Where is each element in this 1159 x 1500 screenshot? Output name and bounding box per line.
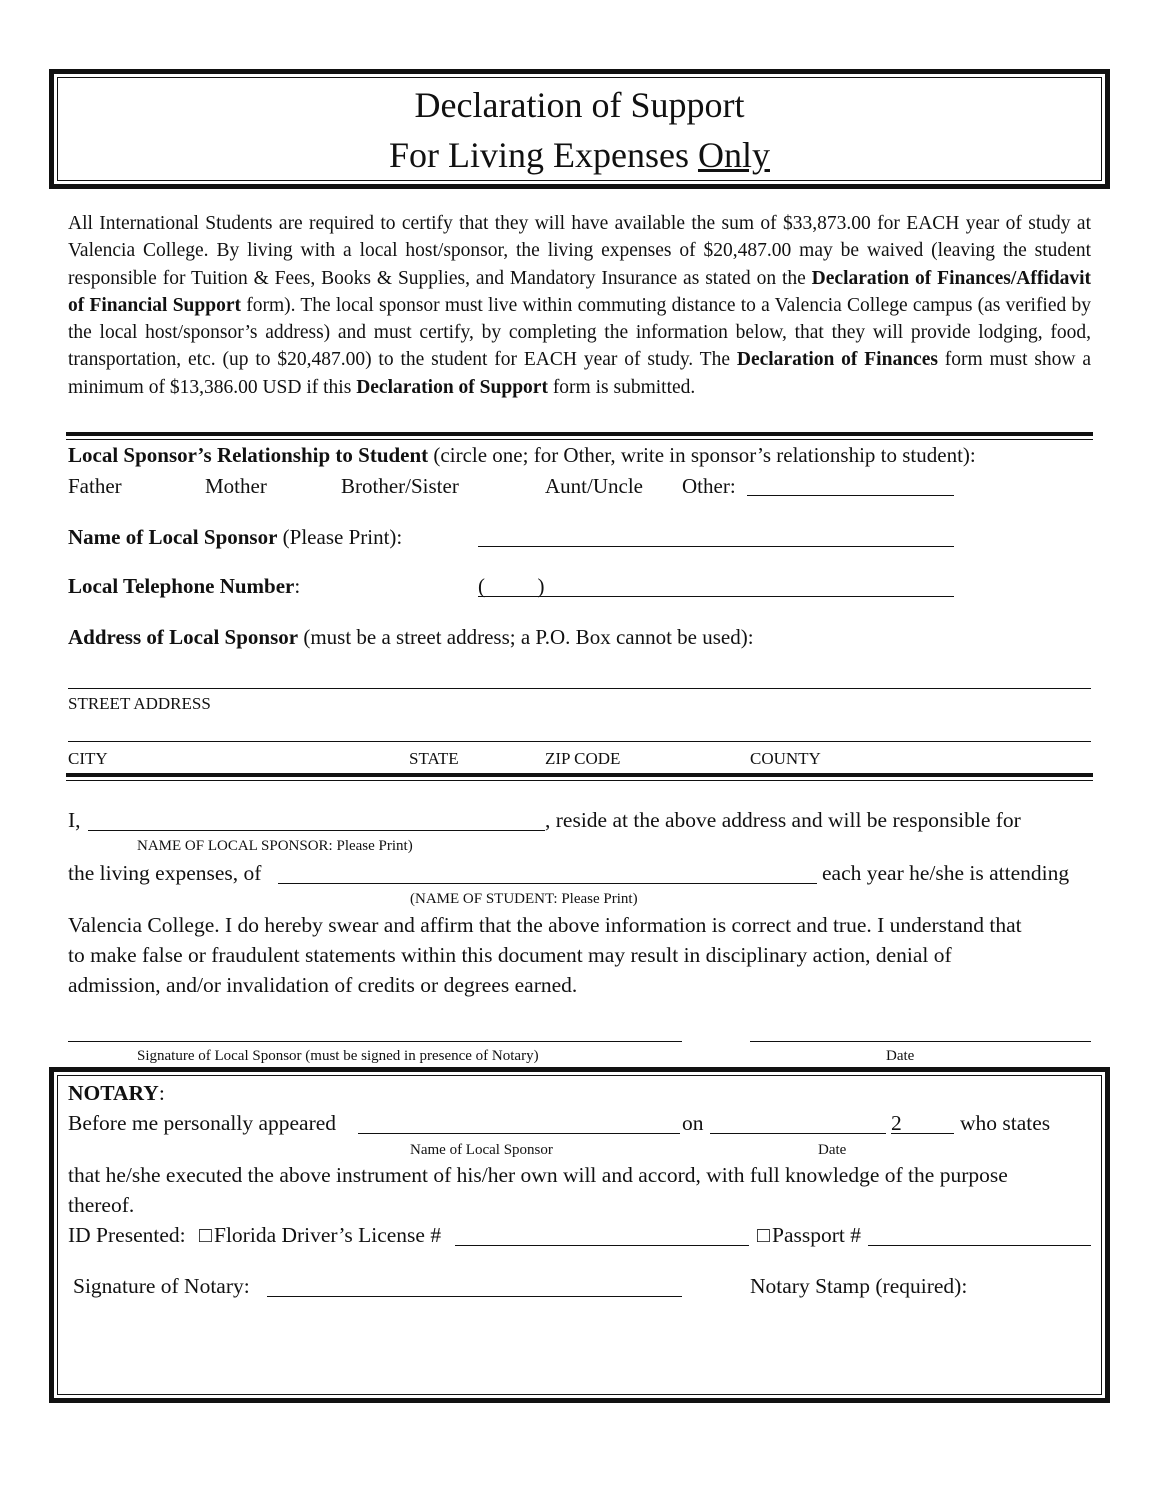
sponsor-signature-caption: Signature of Local Sponsor (must be signed in presence of Notary) (137, 1048, 539, 1064)
intro-bold-3: Declaration of Support (356, 376, 548, 398)
zip-code-caption: ZIP CODE (545, 749, 621, 768)
affirmation-living-text: the living expenses, of (68, 861, 262, 885)
section-divider-thin (66, 439, 1093, 440)
title-box (49, 69, 1110, 189)
phone-area-code-field[interactable]: ( ) (478, 574, 545, 598)
notary-on-text: on (682, 1111, 704, 1135)
subtitle-prefix: For Living Expenses (389, 135, 698, 175)
affirmation-student-name-field[interactable] (278, 883, 817, 884)
intro-text-4: form is submitted. (547, 376, 696, 398)
page-title: Declaration of Support (414, 85, 745, 125)
notary-sponsor-name-field[interactable] (358, 1133, 680, 1134)
affirmation-sponsor-name-field[interactable] (88, 830, 545, 831)
notary-year-prefix: 2 (891, 1111, 902, 1135)
notary-line-2: that he/she executed the above instrument of his/her own will and accord, with full knowledge of the purpose (68, 1163, 1008, 1187)
affirmation-line-4: to make false or fraudulent statements within this document may result in disciplinary action, denial of (68, 943, 952, 967)
notary-id-label: ID Presented: (68, 1223, 186, 1247)
city-state-zip-county-field[interactable] (68, 741, 1091, 742)
page-subtitle (54, 135, 1105, 175)
intro-text-3: form must show a minimum of $13,386.00 USD if this (68, 349, 1092, 398)
address-divider-thick (66, 773, 1093, 777)
intro-bold-1: Declaration of Finances/Affidavit of Financial Support (68, 267, 1091, 316)
notary-line-3: thereof. (68, 1193, 135, 1217)
passport-label: Passport # (772, 1223, 861, 1247)
notary-signature-label: Signature of Notary: (73, 1274, 250, 1298)
section-divider-thick (66, 432, 1093, 436)
affirmation-each-year-text: each year he/she is attending (822, 861, 1070, 885)
notary-date-field[interactable] (710, 1133, 886, 1134)
option-father[interactable]: Father (68, 474, 122, 498)
sponsor-signature-date-caption: Date (886, 1048, 915, 1064)
option-aunt-uncle[interactable]: Aunt/Uncle (545, 474, 643, 498)
notary-signature-field[interactable] (267, 1296, 682, 1297)
sponsor-name-label-bold: Name of Local Sponsor (68, 525, 278, 549)
affirmation-reside-text: , reside at the above address and will be responsible for (545, 808, 1021, 832)
relationship-label (68, 443, 976, 467)
intro-text-1: All International Students are required to certify that they will have available the sum of $33,873.00 for EACH year of study at Valencia College. By living with a local host/sponsor, the living expenses of $20,487.00 may be waived (leaving the student responsible for Tuition & Fees, Books & Supplies, and Mandatory Insurance as stated on the (68, 213, 1091, 289)
sponsor-signature-field[interactable] (68, 1041, 682, 1042)
sponsor-name-label (68, 525, 402, 549)
intro-bold-2: Declaration of Finances (736, 349, 938, 371)
sponsor-name-label-rest: (Please Print): (277, 525, 403, 549)
phone-label-bold: Local Telephone Number (68, 574, 295, 598)
subtitle-underlined: Only (697, 135, 770, 175)
notary-appeared-text: Before me personally appeared (68, 1111, 337, 1135)
street-address-caption: STREET ADDRESS (68, 694, 211, 713)
city-caption: CITY (68, 749, 108, 768)
notary-stamp-label: Notary Stamp (required): (750, 1274, 968, 1298)
notary-date-caption: Date (818, 1142, 847, 1158)
notary-heading (68, 1080, 165, 1106)
relationship-label-bold: Local Sponsor’s Relationship to Student (68, 443, 429, 467)
option-mother[interactable]: Mother (205, 474, 267, 498)
intro-text-2: form). The local sponsor must live within commuting distance to a Valencia College campus (as verified by the local host/sponsor’s address) and must certify, by completing the information below, that they will provide lodging, food, transportation, etc. (up to $20,487.00) to the student for EACH year of study. The (68, 294, 1091, 371)
state-caption: STATE (409, 749, 459, 768)
county-caption: COUNTY (750, 749, 821, 768)
affirmation-i: I, (68, 808, 81, 832)
florida-license-label: Florida Driver’s License # (214, 1223, 442, 1247)
relationship-label-rest: (circle one; for Other, write in sponsor’s relationship to student): (428, 443, 976, 467)
notary-heading-colon: : (158, 1081, 165, 1105)
affirmation-student-caption: (NAME OF STUDENT: Please Print) (410, 891, 638, 907)
address-label-rest: (must be a street address; a P.O. Box cannot be used): (298, 625, 754, 649)
sponsor-signature-date-field[interactable] (750, 1041, 1091, 1042)
option-other[interactable]: Other: (682, 474, 736, 498)
notary-year-field[interactable] (891, 1133, 954, 1134)
street-address-field[interactable] (68, 688, 1091, 689)
notary-who-states: who states (960, 1111, 1051, 1135)
florida-license-number-field[interactable] (455, 1245, 749, 1246)
intro-paragraph (68, 210, 1091, 401)
sponsor-name-field[interactable] (478, 546, 954, 547)
passport-checkbox[interactable]: □ (757, 1223, 770, 1247)
notary-heading-text: NOTARY (68, 1081, 159, 1105)
affirmation-line-3: Valencia College. I do hereby swear and affirm that the above information is correct and true. I understand that (68, 913, 1022, 937)
florida-license-checkbox[interactable]: □ (199, 1223, 212, 1247)
address-label-bold: Address of Local Sponsor (68, 625, 299, 649)
affirmation-line-5: admission, and/or invalidation of credits or degrees earned. (68, 973, 578, 997)
phone-label-rest: : (294, 574, 301, 598)
passport-number-field[interactable] (868, 1245, 1091, 1246)
notary-name-caption: Name of Local Sponsor (410, 1142, 553, 1158)
option-brother-sister[interactable]: Brother/Sister (341, 474, 459, 498)
phone-label (68, 574, 300, 598)
address-label (68, 625, 754, 649)
affirmation-sponsor-caption: NAME OF LOCAL SPONSOR: Please Print) (137, 838, 413, 854)
address-divider-thin (66, 780, 1093, 781)
other-relationship-field[interactable] (747, 495, 954, 496)
phone-number-field[interactable] (478, 596, 954, 597)
